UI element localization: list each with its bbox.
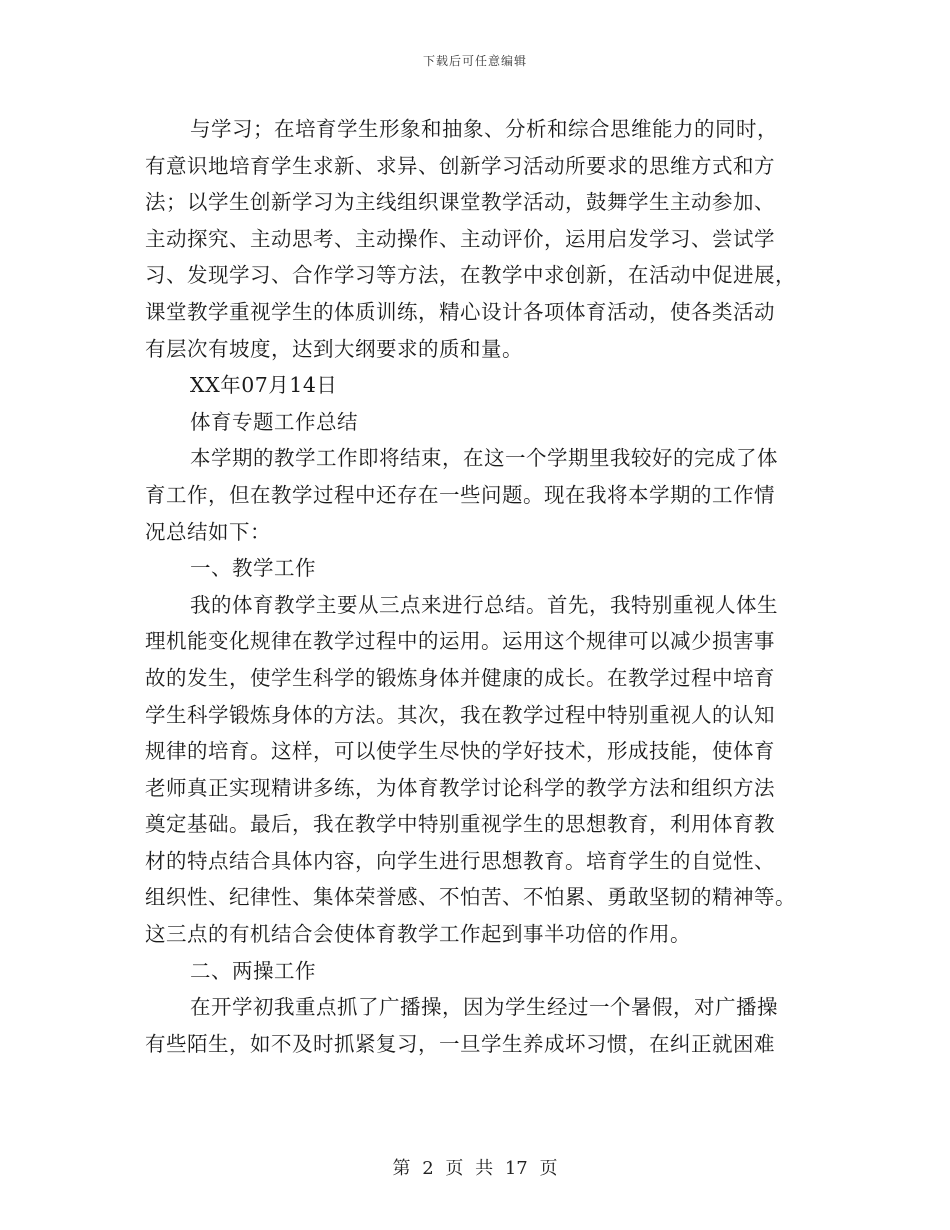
text-line: 组织性、纪律性、集体荣誉感、不怕苦、不怕累、勇敢坚韧的精神等。: [145, 885, 796, 910]
text-line: 课堂教学重视学生的体质训练，精心设计各项体育活动，使各类活动: [145, 299, 775, 324]
text-line: 老师真正实现精讲多练，为体育教学讨论科学的教学方法和组织方法: [145, 775, 775, 800]
page-footer: 第 2 页 共 17 页: [392, 1158, 558, 1179]
text-line: 二、两操工作: [190, 958, 316, 983]
text-line: 有些陌生，如不及时抓紧复习，一旦学生养成坏习惯，在纠正就困难: [145, 1031, 775, 1056]
document-body: [145, 111, 810, 1062]
text-line: 与学习；在培育学生形象和抽象、分析和综合思维能力的同时，: [190, 117, 778, 141]
text-line: XX年07月14日: [190, 373, 338, 398]
text-line: 奠定基础。最后，我在教学中特别重视学生的思想教育，利用体育教: [145, 812, 775, 837]
text-line: 我的体育教学主要从三点来进行总结。首先，我特别重视人体生: [190, 592, 778, 617]
text-line: 况总结如下：: [145, 519, 271, 544]
page-header: 下载后可任意编辑: [422, 54, 527, 68]
text-line: 在开学初我重点抓了广播操，因为学生经过一个暑假，对广播操: [190, 995, 778, 1020]
text-line: 本学期的教学工作即将结束，在这一个学期里我较好的完成了体: [190, 446, 778, 471]
text-line: 这三点的有机结合会使体育教学工作起到事半功倍的作用。: [145, 922, 691, 947]
text-line: 法；以学生创新学习为主线组织课堂教学活动，鼓舞学生主动参加、: [145, 190, 775, 215]
text-line: 学生科学锻炼身体的方法。其次，我在教学过程中特别重视人的认知: [145, 702, 775, 727]
text-line: 有意识地培育学生求新、求异、创新学习活动所要求的思维方式和方: [145, 153, 775, 178]
text-line: 习、发现学习、合作学习等方法，在教学中求创新，在活动中促进展，: [145, 263, 796, 288]
text-line: 材的特点结合具体内容，向学生进行思想教育。培育学生的自觉性、: [145, 848, 775, 873]
text-line: 理机能变化规律在教学过程中的运用。运用这个规律可以减少损害事: [145, 629, 775, 654]
text-line: 一、教学工作: [190, 556, 316, 581]
text-line: 体育专题工作总结: [190, 409, 358, 434]
text-line: 育工作，但在教学过程中还存在一些问题。现在我将本学期的工作情: [145, 482, 775, 507]
text-line: 故的发生，使学生科学的锻炼身体并健康的成长。在教学过程中培育: [145, 665, 775, 690]
text-line: 规律的培育。这样，可以使学生尽快的学好技术，形成技能，使体育: [145, 739, 775, 764]
text-line: 主动探究、主动思考、主动操作、主动评价，运用启发学习、尝试学: [145, 226, 775, 251]
text-line: 有层次有坡度，达到大纲要求的质和量。: [145, 336, 523, 361]
